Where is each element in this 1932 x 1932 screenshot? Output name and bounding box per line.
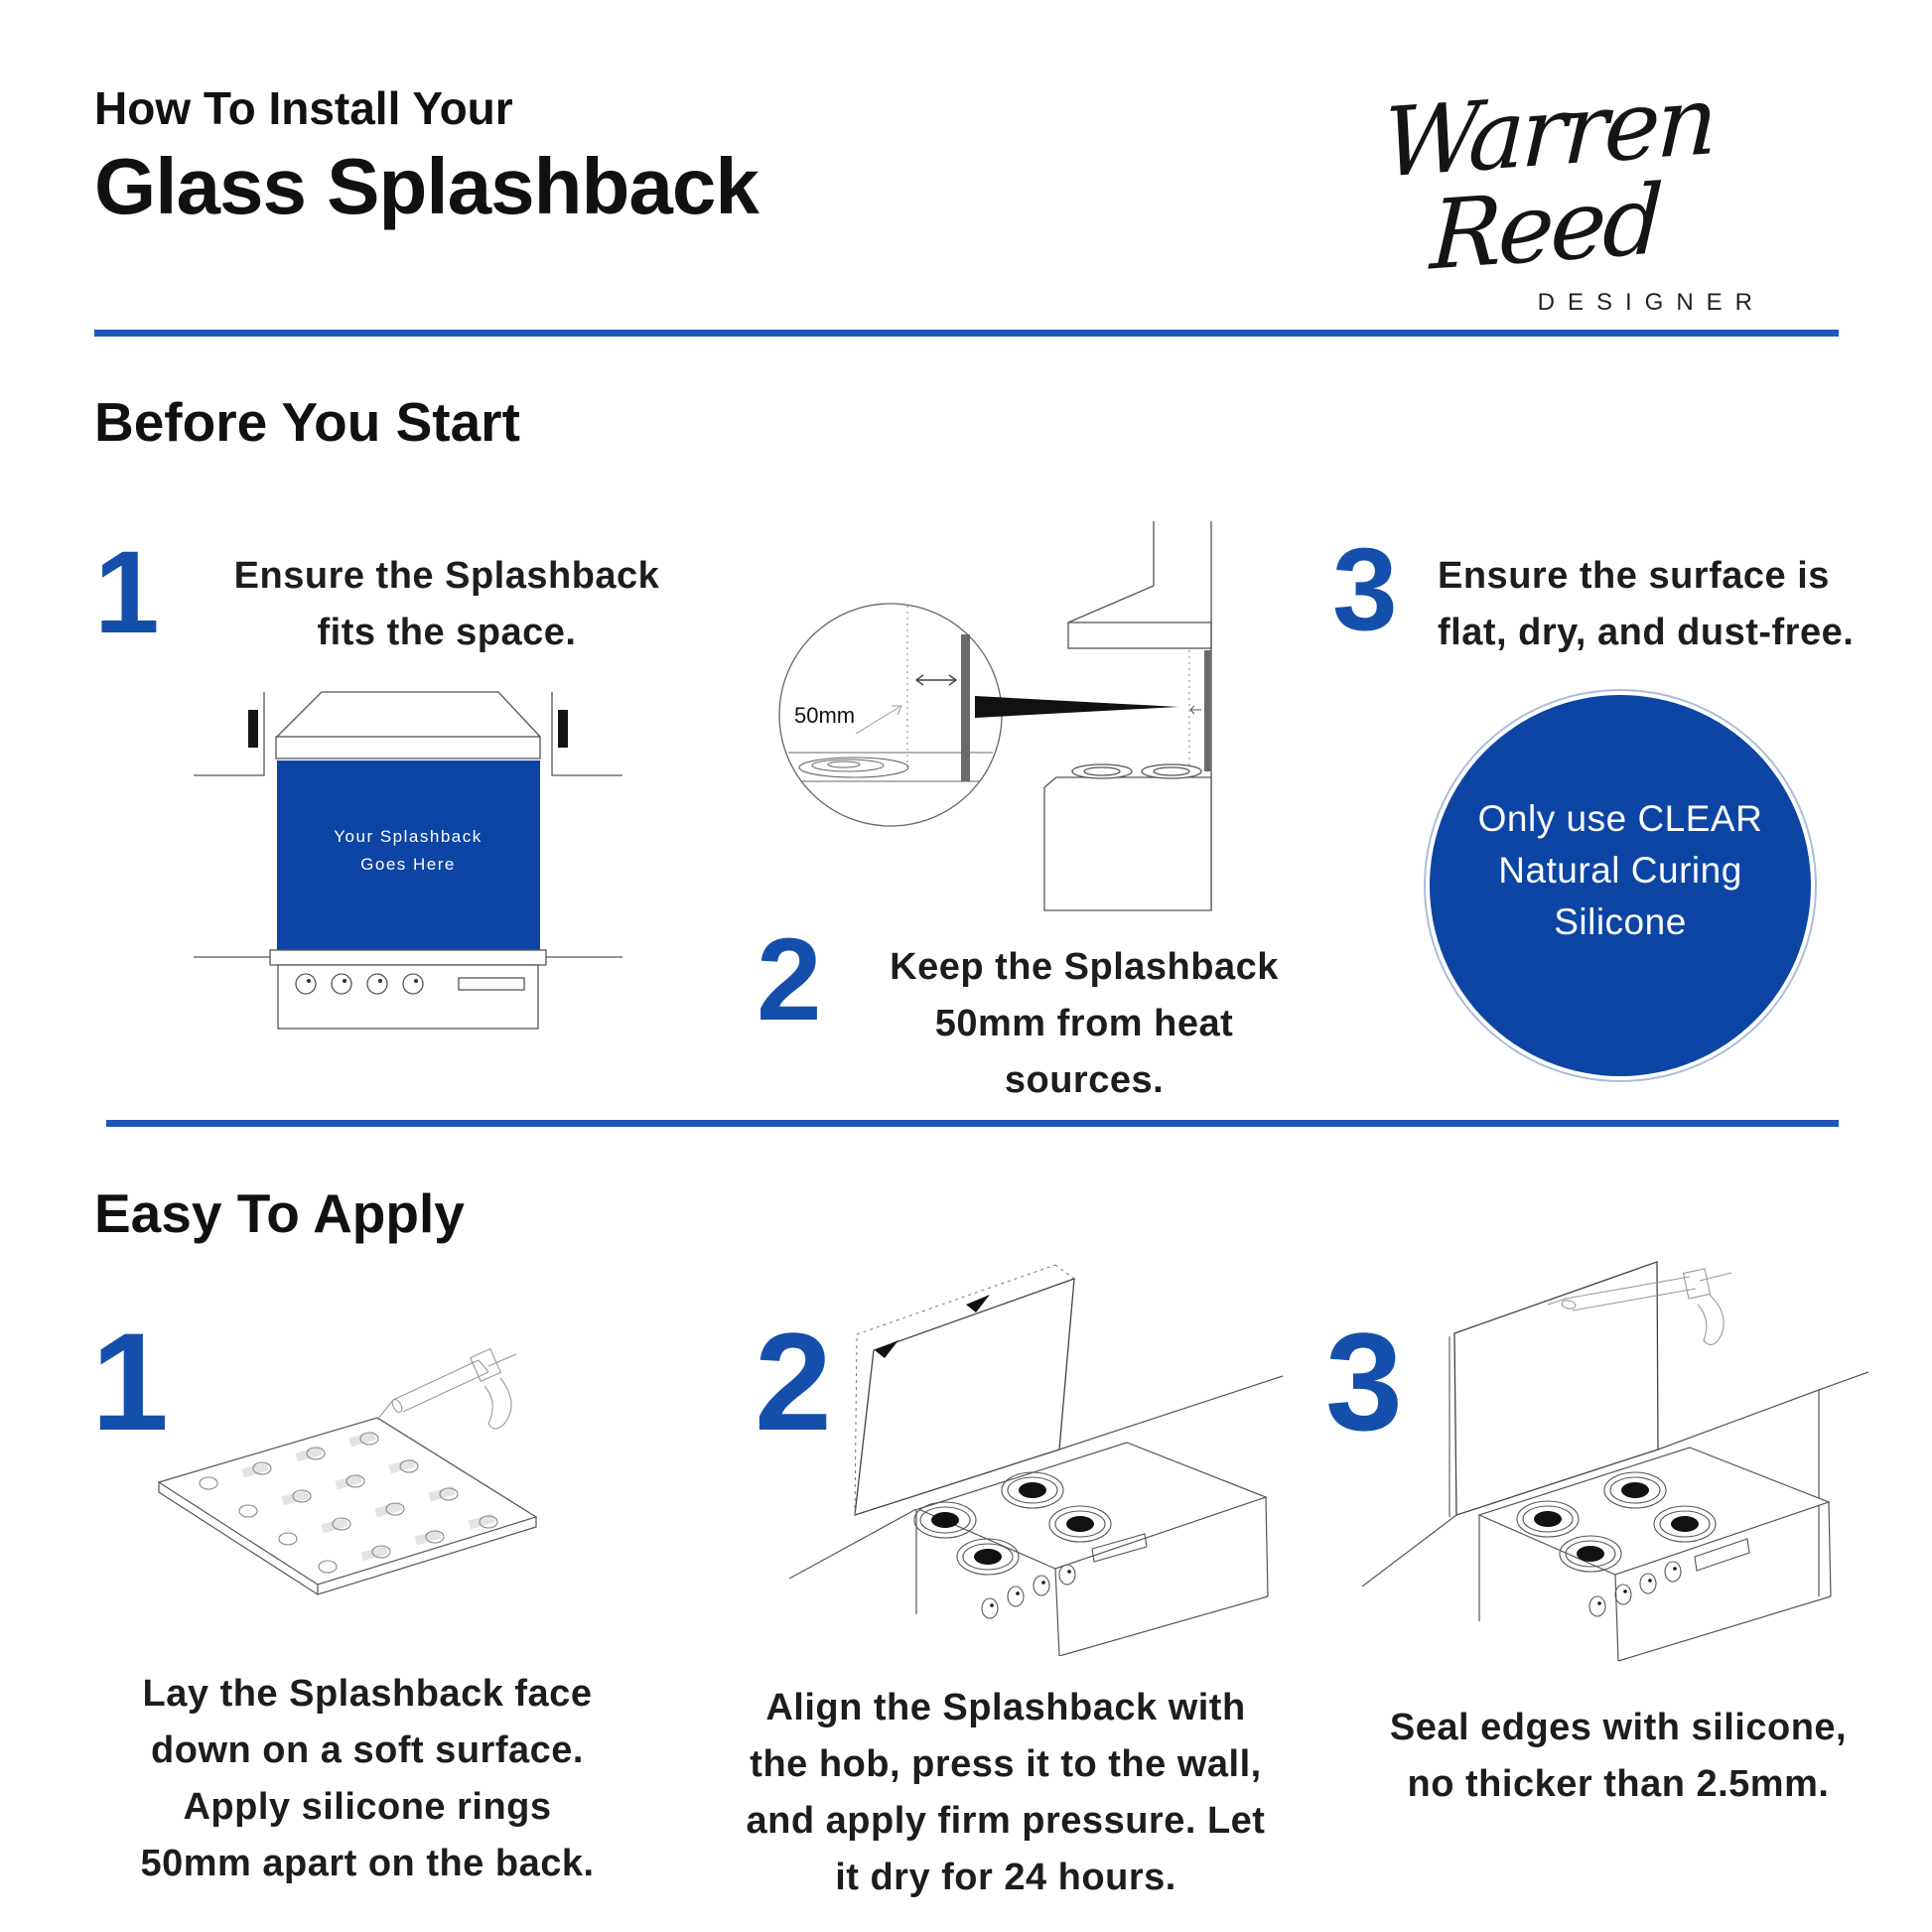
caption-line: Align the Splashback with (765, 1687, 1246, 1728)
step-number: 2 (757, 914, 822, 1045)
caption-line: Ensure the surface is (1438, 555, 1830, 597)
caption-line: no thicker than 2.5mm. (1407, 1763, 1830, 1805)
diagram-seal-edges (1362, 1259, 1868, 1666)
caption-line: it dry for 24 hours. (835, 1857, 1176, 1898)
step-caption (683, 1680, 1328, 1906)
section-divider-middle (106, 1120, 1839, 1127)
caption-line: Keep the Splashback (890, 946, 1279, 988)
caption-line: Apply silicone rings (183, 1786, 552, 1828)
caption-line: and apply firm pressure. Let (746, 1800, 1266, 1842)
section-heading-before-you-start: Before You Start (94, 391, 520, 453)
step-number: 1 (94, 527, 160, 658)
splashback-label-line1: Your Splashback (334, 827, 483, 846)
caption-line: down on a soft surface. (151, 1729, 584, 1771)
caption-line: the hob, press it to the wall, (750, 1743, 1262, 1785)
page-title-line2: Glass Splashback (94, 142, 759, 230)
brand-logo (1259, 64, 1835, 317)
caption-line: Lay the Splashback face (142, 1673, 593, 1715)
step-caption (1438, 548, 1932, 661)
brand-logo-subtitle: DESIGNER (1537, 289, 1765, 316)
caption-line: 50mm from heat (934, 1003, 1234, 1044)
caulk-gun (377, 1349, 516, 1429)
step-number: 2 (755, 1304, 832, 1459)
caption-line: fits the space. (317, 612, 577, 653)
section-heading-easy-to-apply: Easy To Apply (94, 1182, 465, 1244)
silicone-callout-badge (1430, 695, 1811, 1076)
brand-logo-signature: Warren Reed (1381, 64, 1717, 292)
step-number: 3 (1325, 1304, 1403, 1459)
callout-wedge (975, 696, 1178, 718)
callout-line: Natural Curing (1498, 850, 1742, 892)
diagram-heat-clearance (737, 511, 1303, 958)
diagram-apply-silicone-rings (147, 1338, 594, 1656)
caption-line: flat, dry, and dust-free. (1438, 612, 1855, 653)
callout-line: Only use CLEAR (1477, 798, 1763, 840)
caption-line: sources. (1004, 1059, 1165, 1101)
page-title (94, 81, 759, 232)
splashback-edge-zoomed (961, 634, 970, 781)
cabinet-handle-right (558, 710, 568, 748)
splashback-edge (1204, 650, 1211, 771)
step-caption (1325, 1700, 1911, 1813)
page-title-line1: How To Install Your (94, 82, 513, 134)
step-number: 3 (1332, 524, 1398, 655)
step-number: 1 (91, 1304, 169, 1459)
diagram-splashback-fit (149, 640, 645, 1057)
measurement-label: 50mm (794, 703, 856, 728)
section-divider-top (94, 330, 1839, 337)
step-caption (856, 939, 1312, 1109)
cabinet-handle-left (248, 710, 258, 748)
diagram-align-splashback (789, 1259, 1286, 1656)
step-caption (84, 1666, 650, 1892)
splashback-label-line2: Goes Here (360, 855, 456, 874)
caption-line: 50mm apart on the back. (140, 1843, 595, 1884)
callout-line: Silicone (1554, 900, 1687, 942)
caption-line: Ensure the Splashback (233, 555, 660, 597)
caption-line: Seal edges with silicone, (1389, 1707, 1848, 1748)
